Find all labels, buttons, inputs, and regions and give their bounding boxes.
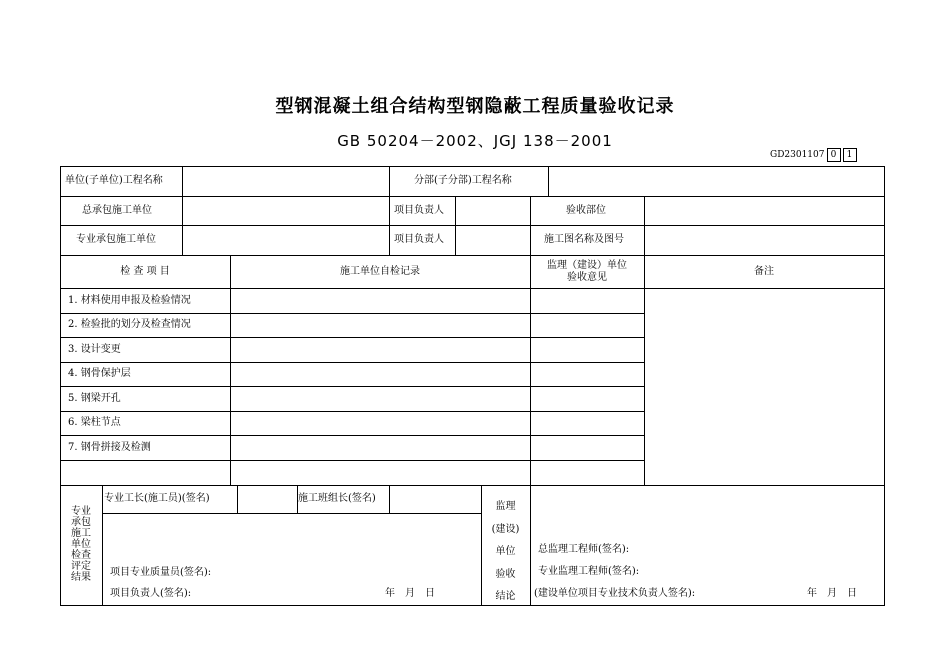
standard-reference: GB 50204－2002、JGJ 138－2001 [337, 132, 613, 150]
project-manager-label-2: 项目负责人 [394, 234, 444, 245]
remarks-header: 备注 [754, 266, 774, 277]
check-item: 4. 钢骨保护层 [68, 368, 131, 379]
page-title: 型钢混凝土组合结构型钢隐蔽工程质量验收记录 [275, 96, 675, 117]
form-code-prefix: GD2301107 [770, 150, 825, 160]
date-right: 年 月 日 [807, 588, 857, 599]
check-item: 2. 检验批的划分及检查情况 [68, 319, 191, 330]
check-item: 7. 钢骨拼接及检测 [68, 442, 151, 453]
unit-project-name-label: 单位(子单位)工程名称 [65, 175, 163, 186]
specialty-contractor-label: 专业承包施工单位 [76, 234, 156, 245]
owner-representative-signature-label: (建设单位项目专业技术负责人签名): [534, 588, 696, 599]
check-item: 3. 设计变更 [68, 344, 121, 355]
drawing-name-label: 施工图名称及图号 [544, 234, 624, 245]
supervision-header-line1: 监理（建设）单位 [547, 260, 627, 271]
form-code-box-2[interactable]: 1 [843, 148, 857, 162]
check-items-header: 检 查 项 目 [120, 266, 170, 277]
inspection-form-table [60, 166, 885, 606]
supervision-header-line2: 验收意见 [567, 272, 607, 283]
project-manager-signature-label: 项目负责人(签名): [110, 588, 192, 599]
check-item: 1. 材料使用申报及检验情况 [68, 295, 191, 306]
form-code [770, 148, 857, 162]
foreman-signature-label: 专业工长(施工员)(签名) [104, 493, 210, 504]
specialty-engineer-signature-label: 专业监理工程师(签名): [538, 566, 640, 577]
inspection-part-label: 验收部位 [566, 205, 606, 216]
check-item: 6. 梁柱节点 [68, 417, 121, 428]
sub-project-name-label: 分部(子分部)工程名称 [414, 175, 512, 186]
check-item: 5. 钢梁开孔 [68, 393, 121, 404]
chief-engineer-signature-label: 总监理工程师(签名): [538, 544, 630, 555]
date-left: 年 月 日 [385, 588, 435, 599]
team-leader-signature-label: 施工班组长(签名) [298, 493, 376, 504]
form-code-box-1[interactable]: 0 [827, 148, 841, 162]
supervision-conclusion-label: 监理 (建设) 单位 验收 结论 [491, 501, 520, 602]
contractor-result-label: 专业 承包 施工 单位 检查 评定 结果 [71, 506, 91, 583]
self-check-header: 施工单位自检记录 [340, 266, 420, 277]
project-manager-label-1: 项目负责人 [394, 205, 444, 216]
general-contractor-label: 总承包施工单位 [82, 205, 152, 216]
quality-officer-signature-label: 项目专业质量员(签名): [110, 567, 212, 578]
